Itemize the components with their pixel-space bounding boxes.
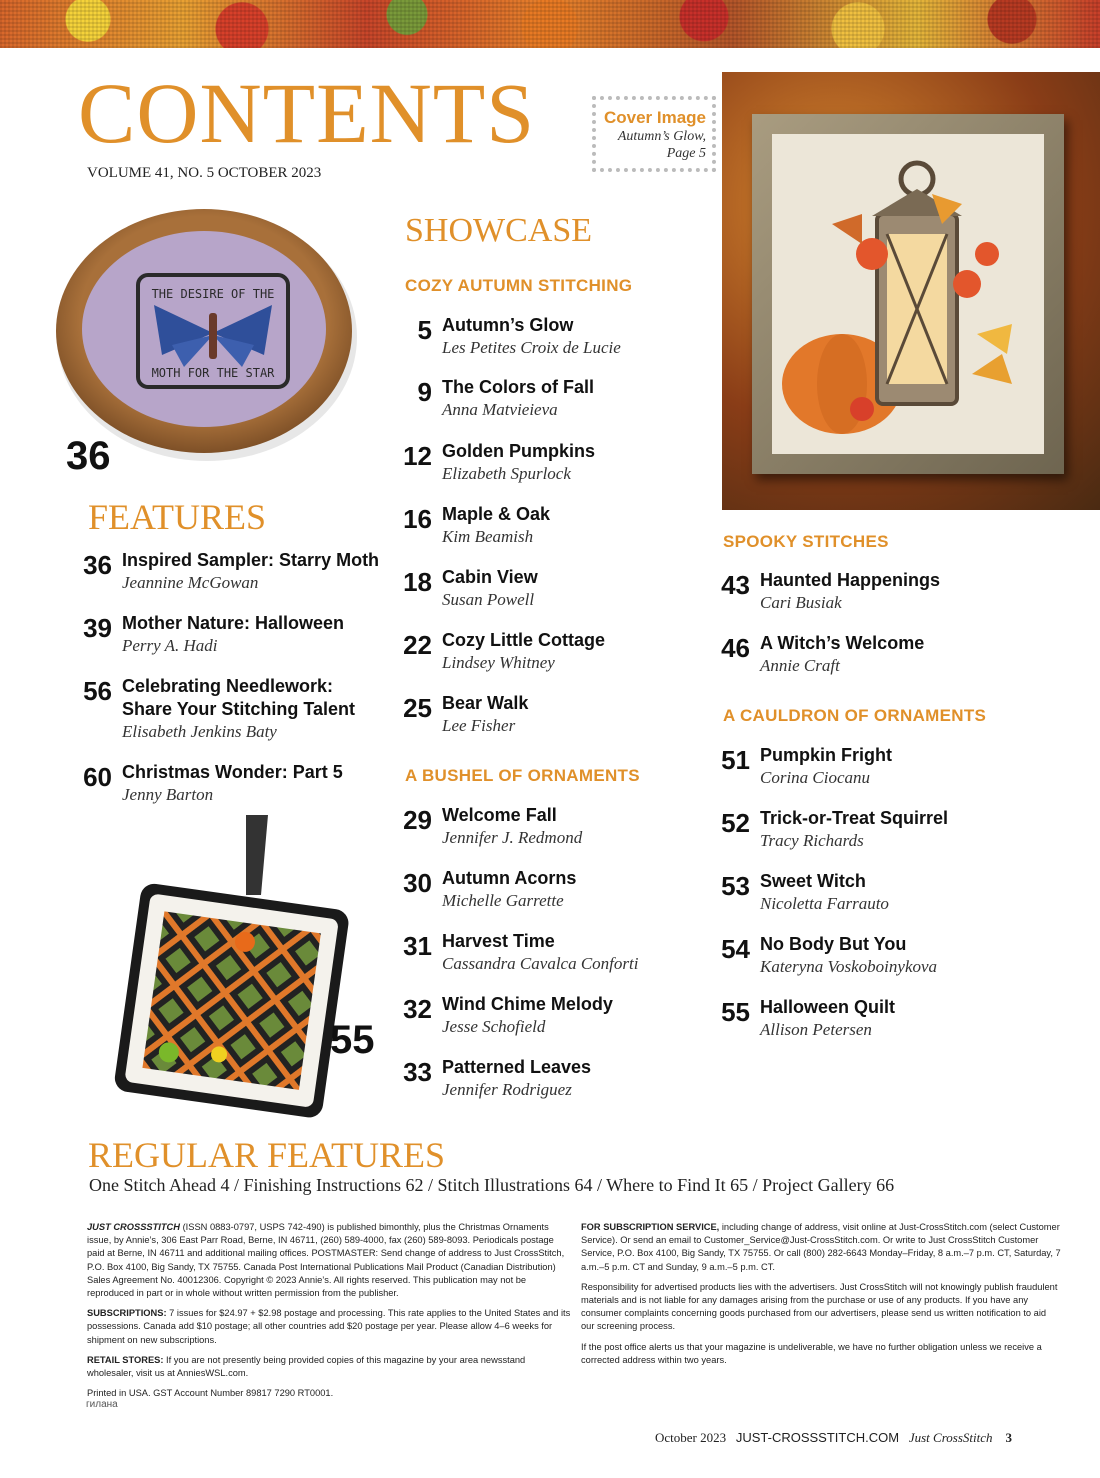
cover-image-badge [592, 96, 716, 172]
entry-author: Jennifer J. Redmond [442, 828, 583, 847]
picture-frame [752, 114, 1064, 474]
publication-info [87, 1221, 571, 1407]
entry-author: Corina Ciocanu [760, 768, 871, 787]
subscription-info [581, 1221, 1061, 1374]
entry-page-number: 36 [83, 550, 112, 580]
entry-title: Celebrating Needlework: [122, 676, 334, 696]
entry-page-number: 52 [721, 808, 750, 838]
entry-title-line-2: Share Your Stitching Talent [122, 699, 356, 719]
entry-title: Mother Nature: Halloween [122, 613, 345, 633]
fine-text: Printed in USA. GST Account Number 89817 7290 RT0001. [87, 1388, 334, 1399]
entry-title: Christmas Wonder: Part 5 [122, 762, 343, 782]
moth-text-top: THE DESIRE OF THE [151, 287, 275, 301]
entry-page-number: 43 [721, 570, 750, 600]
entry-author: Perry A. Hadi [122, 636, 218, 655]
entry-author: Michelle Garrette [442, 891, 564, 910]
entry-author: Les Petites Croix de Lucie [442, 338, 621, 357]
entry-page-number: 31 [403, 931, 432, 961]
spooky-stitches-heading: SPOOKY STITCHES [723, 532, 889, 551]
fine-text: If you are not presently being provided copies of this magazine by your area newsstand wholesaler, visit us at AnniesWSL.com. [87, 1354, 526, 1379]
lantern-illustration [772, 134, 1044, 454]
page-title: CONTENTS [78, 65, 536, 161]
issue-volume: VOLUME 41, NO. 5 OCTOBER 2023 [87, 165, 322, 181]
entry-author: Kim Beamish [442, 527, 534, 546]
entry-title: Cabin View [442, 567, 538, 587]
entry-page-number: 16 [403, 504, 432, 534]
entry-page-number: 25 [403, 693, 432, 723]
cozy-autumn-heading: COZY AUTUMN STITCHING [405, 276, 633, 295]
regular-features-list: One Stitch Ahead 4 / Finishing Instructions 62 / Stitch Illustrations 64 / Where to Find It 65 / Project Gallery 66 [89, 1175, 895, 1195]
entry-page-number: 5 [417, 315, 432, 345]
entry-author: Allison Petersen [760, 1020, 872, 1039]
entry-author: Cari Busiak [760, 593, 842, 612]
entry-page-number: 33 [403, 1057, 432, 1087]
entry-page-number: 32 [403, 994, 432, 1024]
entry-author: Annie Craft [760, 656, 840, 675]
entry-page-number: 12 [403, 441, 432, 471]
entry-page-number: 30 [403, 868, 432, 898]
entry-title: Halloween Quilt [760, 997, 896, 1017]
ornament-illustration [96, 815, 358, 1125]
fine-text: 7 issues for $24.97 + $2.98 postage and processing. This rate applies to the United States and its possessions. Canada add $10 postage; all other countries add $20 postage per year. Please allow 4–6 weeks for shipment on new subscriptions. [87, 1308, 571, 1345]
cauldron-ornaments-heading: A CAULDRON OF ORNAMENTS [723, 706, 987, 725]
entry-page-number: 56 [83, 676, 112, 706]
fine-text: Responsibility for advertised products lies with the advertisers. Just CrossStitch will not knowingly publish fraudulent materials and is not liable for any damages arising from the purchase or use of any products. If you have any consumer complaints concerning goods purchased from our advertisers, please send us written notification to aid our screening process. [581, 1281, 1058, 1332]
halloween-ornament-photo [96, 815, 358, 1125]
fine-lead: JUST CROSSSTITCH [87, 1222, 180, 1232]
footer-website[interactable]: JUST-CROSSSTITCH.COM [735, 1430, 900, 1445]
entry-page-number: 46 [721, 633, 750, 663]
entry-page-number: 39 [83, 613, 112, 643]
fine-lead: SUBSCRIPTIONS: [87, 1308, 167, 1319]
entry-title: Maple & Oak [442, 504, 551, 524]
ornament-page-number: 55 [330, 1018, 375, 1062]
moth-text-bottom: MOTH FOR THE STAR [151, 366, 275, 380]
lantern-cross-stitch [772, 134, 1044, 454]
entry-page-number: 51 [721, 745, 750, 775]
entry-title: Bear Walk [442, 693, 529, 713]
cover-image-name: Autumn’s Glow, [617, 129, 706, 144]
handwritten-note: гилана [86, 1399, 118, 1410]
moth-sampler-photo [54, 205, 360, 463]
entry-page-number: 60 [83, 762, 112, 792]
cover-image-label: Cover Image [603, 108, 706, 127]
fine-text: (ISSN 0883-0797, USPS 742-490) is published bimonthly, plus the Christmas Ornaments issue, by Annie’s, 306 East Parr Road, Berne, IN 46711, (260) 589-4000, fax (260) 589-8093. Periodicals postage paid at Berne, IN 46711 and additional mailing offices. POSTMASTER: Send change of address to Just CrossStitch, P.O. Box 4100, Big Sandy, TX 75755. Canada Post International Publications Mail Product (Canadian Distribution) Sales Agreement No. 40012306. Copyright © 2023 Annie’s. All rights reserved. This publication may not be reproduced in part or in whole without written permission from the publisher. [87, 1222, 565, 1299]
entry-title: Sweet Witch [760, 871, 866, 891]
entry-author: Jesse Schofield [442, 1017, 546, 1036]
entry-title: The Colors of Fall [442, 377, 595, 397]
cover-photo [722, 72, 1100, 510]
page-footer [655, 1430, 1012, 1446]
entry-author: Elizabeth Spurlock [442, 464, 571, 483]
entry-author: Tracy Richards [760, 831, 864, 850]
cover-image-page: Page 5 [666, 146, 706, 161]
moth-page-number: 36 [66, 434, 111, 478]
entry-title: Golden Pumpkins [442, 441, 596, 461]
fine-lead: FOR SUBSCRIPTION SERVICE, [581, 1222, 720, 1232]
entry-author: Elisabeth Jenkins Baty [122, 722, 277, 741]
entry-title: Cozy Little Cottage [442, 630, 606, 650]
entry-title: A Witch’s Welcome [760, 633, 925, 653]
entry-author: Lindsey Whitney [442, 653, 555, 672]
entry-author: Anna Matvieieva [442, 400, 558, 419]
footer-date: October 2023 [654, 1430, 727, 1445]
entry-title: Pumpkin Fright [760, 745, 892, 765]
entry-page-number: 29 [403, 805, 432, 835]
fine-text: If the post office alerts us that your magazine is undeliverable, we have no further obligation unless we receive a corrected address within two years. [581, 1341, 1042, 1365]
entry-title: Patterned Leaves [442, 1057, 592, 1077]
entry-title: Inspired Sampler: Starry Moth [122, 550, 380, 570]
autumn-leaves-banner [0, 0, 1100, 48]
entry-title: Haunted Happenings [760, 570, 941, 590]
entry-author: Lee Fisher [442, 716, 516, 735]
showcase-heading: SHOWCASE [405, 212, 593, 249]
footer-magazine-name: Just CrossStitch [908, 1430, 993, 1445]
bushel-ornaments-heading: A BUSHEL OF ORNAMENTS [405, 766, 640, 785]
entry-page-number: 55 [721, 997, 750, 1027]
entry-title: Harvest Time [442, 931, 555, 951]
entry-author: Kateryna Voskoboinykova [760, 957, 938, 976]
regular-features-heading: REGULAR FEATURES [88, 1135, 446, 1175]
entry-author: Jennifer Rodriguez [442, 1080, 572, 1099]
entry-title: Wind Chime Melody [442, 994, 613, 1014]
entry-page-number: 54 [721, 934, 750, 964]
entry-title: No Body But You [760, 934, 907, 954]
entry-author: Cassandra Cavalca Conforti [442, 954, 639, 973]
entry-page-number: 9 [417, 377, 432, 407]
entry-page-number: 18 [403, 567, 432, 597]
entry-author: Nicoletta Farrauto [760, 894, 889, 913]
fine-text: including change of address, visit online at Just-CrossStitch.com (select Customer Service). Or send an email to Customer_Service@Just-CrossStitch.com. Or write to Just CrossStitch Customer Service, P.O. Box 4100, Big Sandy, TX 75755. Or call (800) 282-6643 Monday–Friday, 8 a.m.–7 p.m. CT, Saturday, 7 a.m.–5 p.m. CT and Sunday, 9 a.m.–5 p.m. CT. [581, 1222, 1061, 1272]
moth-hoop-illustration [54, 205, 360, 463]
entry-page-number: 53 [721, 871, 750, 901]
entry-title: Autumn Acorns [442, 868, 577, 888]
fine-lead: RETAIL STORES: [87, 1354, 164, 1365]
entry-title: Welcome Fall [442, 805, 557, 825]
page-number: 3 [1005, 1430, 1012, 1445]
entry-author: Jenny Barton [122, 785, 214, 804]
entry-title: Autumn’s Glow [442, 315, 574, 335]
features-heading: FEATURES [88, 497, 267, 537]
entry-author: Jeannine McGowan [122, 573, 259, 592]
entry-author: Susan Powell [442, 590, 535, 609]
entry-page-number: 22 [403, 630, 432, 660]
entry-title: Trick-or-Treat Squirrel [760, 808, 949, 828]
